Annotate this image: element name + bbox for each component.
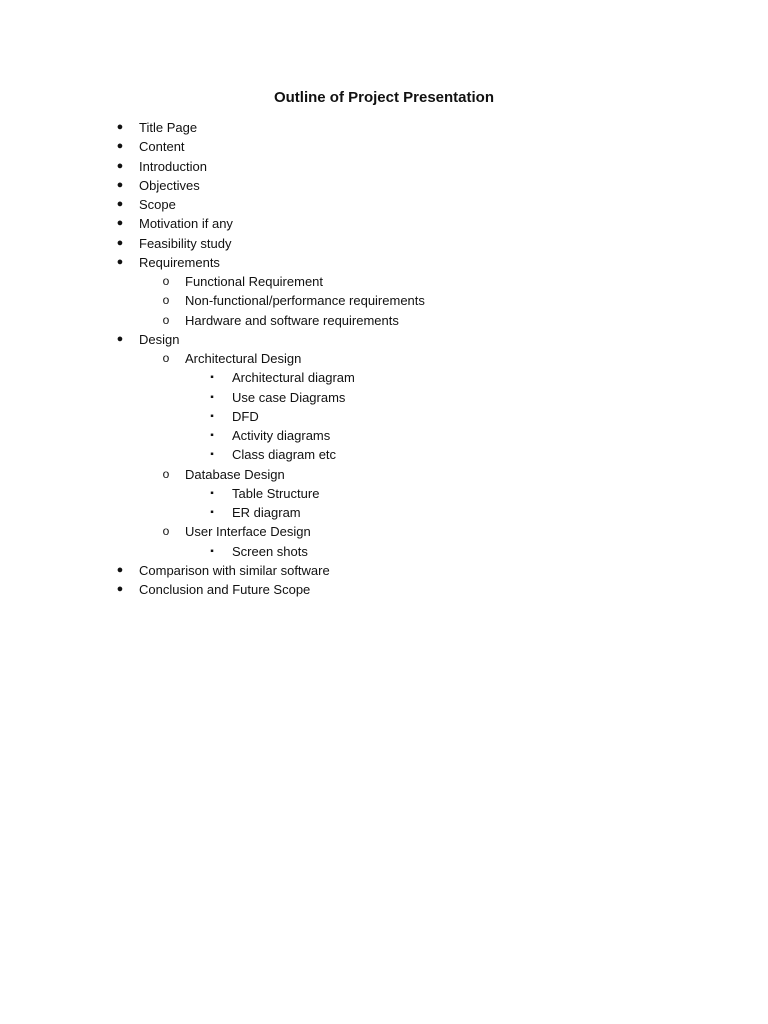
list-item [0,176,768,195]
square-bullet-icon: ▪ [210,430,214,441]
list-item [0,137,768,156]
list-item-text: Content [139,139,185,155]
list-item-text: Table Structure [232,485,320,501]
list-item-text: ER diagram [232,505,301,520]
list-item [0,253,768,272]
list-item-text: Architectural diagram [232,370,355,386]
square-bullet-icon: ▪ [210,449,214,461]
sub-list-item [0,291,768,310]
list-item-text: Objectives [139,177,200,193]
square-bullet-icon: ▪ [210,391,214,403]
list-item [0,157,768,176]
list-item-text: Use case Diagrams [232,389,346,405]
sub-sub-list-item [0,542,768,561]
sub-list-item [0,272,768,291]
sub-sub-list-item [0,368,768,387]
list-item-text: Architectural Design [185,351,302,366]
bullet-icon: ● [116,198,124,210]
bullet-icon: ● [116,140,124,153]
sub-list-item [0,465,768,484]
list-item [0,195,768,214]
list-item-text: Conclusion and Future Scope [139,582,311,597]
sub-list-item [0,349,768,368]
circle-bullet-icon: o [162,293,170,308]
circle-bullet-icon: o [162,466,170,481]
sub-list-item [0,311,768,330]
sub-sub-list-item [0,484,768,503]
list-item [0,580,768,599]
list-item-text: Motivation if any [139,216,233,232]
list-item-text: Comparison with similar software [139,562,330,578]
sub-sub-list-item [0,426,768,445]
list-item-text: Functional Requirement [185,274,324,289]
outline-list [0,118,768,599]
sub-sub-list-item [0,407,768,426]
bullet-icon: ● [116,178,124,191]
sub-sub-list-item [0,503,768,522]
bullet-icon: ● [116,563,124,576]
circle-bullet-icon: o [162,274,170,288]
list-item-text: Hardware and software requirements [185,312,399,328]
list-item-text: Screen shots [232,543,308,559]
list-item-text: User Interface Design [185,524,311,540]
list-item-text: Database Design [185,466,285,482]
circle-bullet-icon: o [162,524,170,539]
sub-list-item [0,522,768,541]
bullet-icon: ● [116,255,124,268]
list-item-text: Feasibility study [139,235,232,251]
sub-sub-list-item [0,445,768,464]
list-item [0,234,768,253]
square-bullet-icon: ▪ [210,410,214,422]
list-item-text: Scope [139,197,176,212]
list-item-text: Class diagram etc [232,447,337,463]
list-item [0,561,768,580]
list-item-text: Introduction [139,158,207,174]
document-title: Outline of Project Presentation [273,89,495,106]
list-item-text: Non-functional/performance requirements [185,293,425,309]
list-item-text: Requirements [139,254,220,270]
list-item [0,214,768,233]
bullet-icon: ● [116,332,124,345]
sub-sub-list-item [0,388,768,407]
list-item-text: Title Page [139,120,198,135]
bullet-icon: ● [116,583,124,595]
bullet-icon: ● [116,121,124,133]
list-item [0,330,768,349]
square-bullet-icon: ▪ [210,487,214,499]
square-bullet-icon: ▪ [210,372,214,384]
list-item-text: Activity diagrams [232,428,331,443]
square-bullet-icon: ▪ [210,507,214,518]
list-item-text: Design [139,331,180,347]
list-item-text: DFD [232,408,259,424]
circle-bullet-icon: o [162,351,170,365]
bullet-icon: ● [116,236,124,249]
bullet-icon: ● [116,217,124,230]
circle-bullet-icon: o [162,312,170,327]
list-item [0,118,768,137]
bullet-icon: ● [116,159,124,172]
square-bullet-icon: ▪ [210,545,214,557]
